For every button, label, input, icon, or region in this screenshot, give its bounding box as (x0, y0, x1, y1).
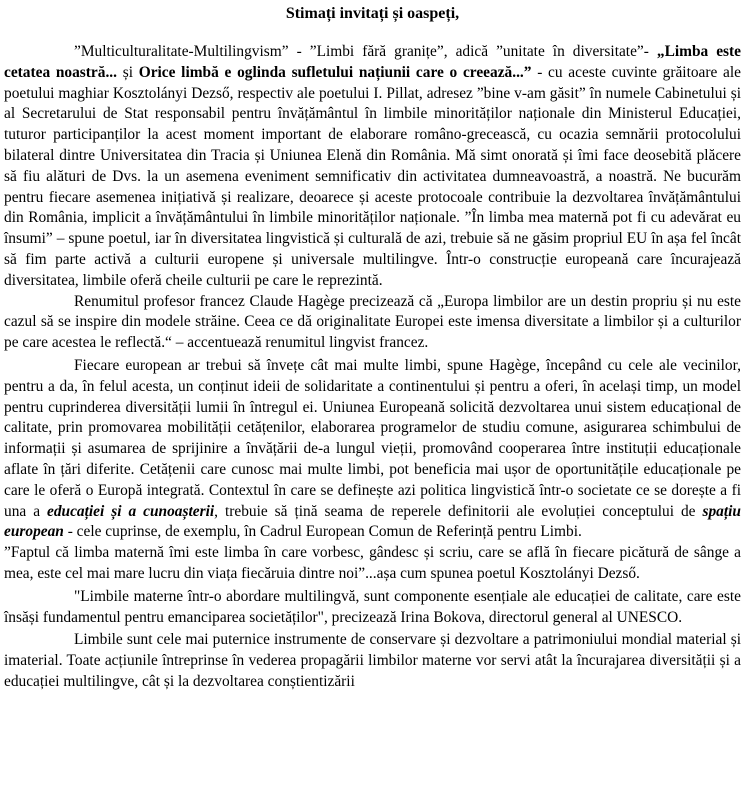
quote-bold-1: „Limba este cetatea noastră... (4, 43, 742, 81)
quote-bold-2: Orice limbă e oglinda sufletului națiunii care o creează...” (138, 63, 532, 81)
emphasis-educatie: educației și a cunoașterii (47, 502, 215, 520)
paragraph-4: ”Faptul că limba maternă îmi este limba în care vorbesc, gândesc și scriu, care se află în fiecare picătură de sânge a mea, este cel mai mare lucru din viața fiecăruia dintre noi”...așa cum spunea poetul Kosztolányi Dezső. (4, 544, 741, 582)
emphasis-spatiu-european: spațiu european (4, 502, 741, 541)
page-title: Stimați invitați și oaspeți, (285, 5, 460, 22)
paragraph-3-text-a: Fiecare european ar trebui să învețe cât mai multe limbi, spune Hagège, începând cu cele ale vecinilor, pentru a da, în felul acesta, un conținut ideii de solidaritate a continentului și pentru a oferi, în același timp, un model pentru cuprinderea diversității lumii în întregul ei. Uniunea Europeană solicită dezvoltarea unui sistem educațional de calitate, prin promovarea mobilității cetățenilor, elaborarea programelor de studiu comune, asigurarea schimbului de informații și asumarea de sprijinire a învățării de-a lungul vieții, promovând cooperarea între instituții educaționale aflate în țări diferite. Cetățenii care cunosc mai multe limbi, pot beneficia mai ușor de oportunitățile educaționale pe care le oferă o Europă integrată. Contextul în care se definește azi politica lingvistică într-o societate ce se dorește a fi una a (4, 356, 741, 520)
paragraph-1-text-c: - cu aceste cuvinte grăitoare ale poetului maghiar Kosztolányi Dezső, respectiv ale poetului I. Pillat, adresez ”bine v-am găsit” în numele Cabinetului și al Secretarului de Stat responsabil pentru învățământul în limbile minorităților naționale din Ministerul Educației, tuturor participanților la acest moment important de elaborare româno-grecească, cu ocazia semnării protocolului bilateral dintre Universitatea din Tracia și Uniunea Elenă din România. Mă simt onorată și îmi face deosebită plăcere să fiu alături de Dvs. la un asemena eveniment semnificativ din activitatea dumneavoastră, a noastră. Ne bucurăm pentru fiecare asemenea inițiativă și realizare, deoarece și aceste protocoale contribuie la dezvoltarea învățământului din România, implicit a învățământului în limbile minorităților naționale. ”În limba mea maternă pot fi cu adevărat eu însumi” – spune poetul, iar în diversitatea lingvistică și culturală de azi, trebuie să ne găsim propriul EU în așa fel încât să fim parte activă a culturii europene și universale multilingve. Într-o construcție europeană care încurajează diversitatea, limbile oferă cheile culturii pe care le reprezintă. (4, 63, 741, 289)
paragraph-3-text-b: , trebuie să țină seama de reperele definitorii ale evoluției conceptului de (214, 502, 703, 520)
paragraph-2: Renumitul profesor francez Claude Hagège precizează că „Europa limbilor are un destin propriu și nu este cazul să se inspire din modele străine. Ceea ce dă originalitate Europei este imensa diversitate a limbilor și a culturilor pe care acestea le reflectă.“ – accentuează renumitul lingvist francez. (4, 292, 741, 352)
paragraph-1 (4, 42, 741, 292)
paragraph-1-text-b: și (117, 63, 139, 81)
paragraph-5: "Limbile materne într-o abordare multilingvă, sunt componente esențiale ale educației de calitate, care este însăși fundamentul pentru emanciparea societăților", precizează Irina Bokova, directorul general al UNESCO. (4, 587, 741, 626)
paragraph-3 (4, 356, 741, 543)
paragraph-6: Limbile sunt cele mai puternice instrumente de conservare și dezvoltare a patrimoniului mondial material și imaterial. Toate acțiunile întreprinse în vederea propagării limbilor materne vor servi atât la încurajarea diversității și a educației multilingve, cât și la dezvoltarea conștientizării (4, 631, 741, 690)
paragraph-3-text-c: - cele cuprinse, de exemplu, în Cadrul European Comun de Referință pentru Limbi. (63, 523, 582, 541)
paragraph-1-text-a: ”Multiculturalitate-Multilingvism” - ”Limbi fără granițe”, adică ”unitate în diversitate”- (74, 43, 657, 60)
